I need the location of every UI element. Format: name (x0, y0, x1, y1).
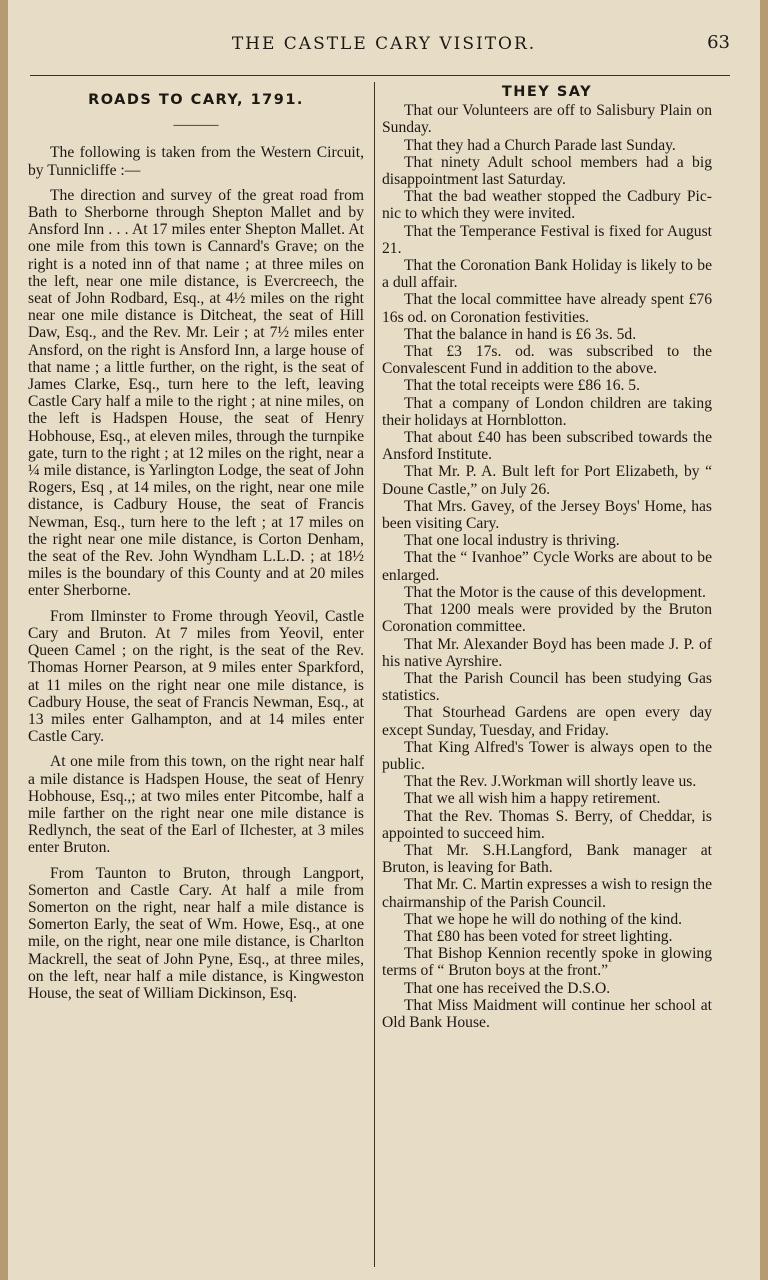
they-say-item: That £80 has been voted for street lighting. (404, 927, 673, 945)
they-say-item: That the Temperance Festival is fixed for August 21. (382, 222, 712, 257)
they-say-item: That we hope he will do nothing of the kind. (404, 910, 683, 928)
column-divider (374, 82, 375, 1267)
they-say-item: That one local industry is thriving. (404, 532, 620, 550)
they-say-item: That the local committee have already spent £76 16s od. on Coronation festivities. (382, 291, 712, 326)
they-say-item: That Mr. S.H.Langford, Bank manager at Bruton, is leaving for Bath. (382, 841, 712, 877)
they-say-item: That the Motor is the cause of this development. (404, 583, 706, 601)
magazine-page (8, 0, 760, 1280)
they-say-item: That one has received the D.S.O. (404, 979, 611, 997)
they-say-item: That Mr. P. A. Bult left for Port Elizabeth, by “ Doune Castle,” on July 26. (382, 463, 712, 498)
they-say-item: That we all wish him a happy retirement. (404, 790, 661, 808)
they-say-item: That the balance in hand is £6 3s. 5d. (404, 325, 637, 343)
article-paragraph: From Ilminster to Frome through Yeovil, Castle Cary and Bruton. At 7 miles from Yeovil, enter Queen Camel ; on the right, is the seat of the Rev. Thomas Horner Pearson, at 9 miles enter Sparkford, at 11 miles on the right near one mile distance, is Cadbury House, the seat of Francis Newman, Esq., at 13 miles enter Galhampton, and at 14 miles enter Castle Cary. (28, 607, 364, 746)
they-say-item: That King Alfred's Tower is always open to the public. (382, 738, 712, 773)
article-paragraph: The direction and survey of the great road from Bath to Sherborne through Shepton Mallet and by Ansford Inn . . . At 17 miles enter Shepton Mallet. At one mile from this town is Cannard's Grave; on the right is a noted inn of that name ; at three miles on the left, near one mile distance, is Evercreech, the seat of John Rodbard, Esq., at 4½ miles on the right near one mile distance is Ditcheat, the seat of Hill Daw, Esq., and the Rev. Mr. Leir ; at 7½ miles enter Ansford, on the right is Ansford Inn, a large house of that name ; a little further, on the right, is the seat of James Clarke, Esq., turn here to the left, leaving Castle Cary half a mile to the right ; at nine miles, on the left is Hadspen House, the seat of Henry Hobhouse, Esq., at eleven miles, through the turnpike gate, turn to the right ; at 12 miles on the right, near a ¼ mile distance, is Yarlington Lodge, the seat of John Rogers, Esq , at 14 miles, on the right, near one mile distance, is Cadbury House, the seat of Francis Newman, Esq., turn here to the left ; at 17 miles on the right near one mile distance, is Corton Denham, the seat of the Rev. John Wyndham L.L.D. ; at 18½ miles is the boundary of this County and at 20 miles enter Sherborne. (28, 186, 364, 600)
article-title: ROADS TO CARY, 1791. (88, 92, 304, 108)
they-say-item: That they had a Church Parade last Sunday. (404, 136, 676, 154)
column-they-say (382, 82, 712, 1031)
they-say-item: That the bad weather stopped the Cadbury Pic-nic to which they were invited. (382, 188, 712, 223)
column-title: THEY SAY (501, 84, 593, 100)
they-say-item: That our Volunteers are off to Salisbury Plain on Sunday. (382, 102, 712, 137)
title-separator: ——— (173, 117, 219, 134)
they-say-item: That 1200 meals were provided by the Bruton Coronation committee. (382, 601, 712, 636)
they-say-item: That Bishop Kennion recently spoke in glowing terms of “ Bruton boys at the front.” (382, 945, 712, 980)
article-paragraph: At one mile from this town, on the right near half a mile distance is Hadspen House, the seat of Henry Hobhouse, Esq.,; at two miles enter Pitcombe, half a mile farther on the right near one mile distance is Redlynch, the seat of the Earl of Ilchester, at 3 miles enter Bruton. (28, 753, 364, 857)
they-say-item: That about £40 has been subscribed towards the Ansford Institute. (382, 429, 712, 464)
they-say-item: That Mr. Alexander Boyd has been made J. P. of his native Ayrshire. (382, 635, 712, 670)
they-say-item: That the Rev. J.Workman will shortly leave us. (404, 773, 697, 791)
header-rule (30, 75, 730, 76)
article-paragraph: From Taunton to Bruton, through Langport, Somerton and Castle Cary. At half a mile from Somerton on the right, near half a mile distance is Somerton Early, the seat of Wm. Howe, Esq., at one mile, on the right, near one mile distance, is Charlton Mackrell, the seat of John Pyne, Esq., at three miles, on the left, near half a mile distance, is Kingweston House, the seat of William Dickinson, Esq. (28, 864, 364, 1002)
they-say-item: That Stourhead Gardens are open every day except Sunday, Tuesday, and Friday. (382, 704, 712, 739)
they-say-item: That the Rev. Thomas S. Berry, of Cheddar, is appointed to succeed him. (382, 807, 712, 842)
running-head: THE CASTLE CARY VISITOR. (231, 34, 537, 54)
they-say-item: That the total receipts were £86 16. 5. (404, 377, 640, 395)
they-say-item: That £3 17s. od. was subscribed to the Convalescent Fund in addition to the above. (382, 343, 712, 378)
they-say-item: That a company of London children are taking their holidays at Hornblotton. (382, 394, 712, 429)
they-say-item: That the Parish Council has been studying Gas statistics. (382, 669, 712, 705)
article-roads-to-cary (28, 82, 364, 1010)
they-say-item: That ninety Adult school members had a big disappointment last Saturday. (382, 153, 712, 189)
they-say-item: That Mr. C. Martin expresses a wish to resign the chairmanship of the Parish Council. (382, 876, 712, 911)
they-say-item: That the Coronation Bank Holiday is likely to be a dull affair. (382, 257, 712, 292)
they-say-item: That Miss Maidment will continue her school at Old Bank House. (382, 996, 712, 1031)
they-say-item: That Mrs. Gavey, of the Jersey Boys' Home, has been visiting Cary. (382, 497, 712, 533)
page-number: 63 (707, 32, 730, 53)
article-paragraph: The following is taken from the Western Circuit, by Tunnicliffe :— (28, 144, 364, 179)
they-say-item: That the “ Ivanhoe” Cycle Works are about to be enlarged. (382, 549, 712, 584)
